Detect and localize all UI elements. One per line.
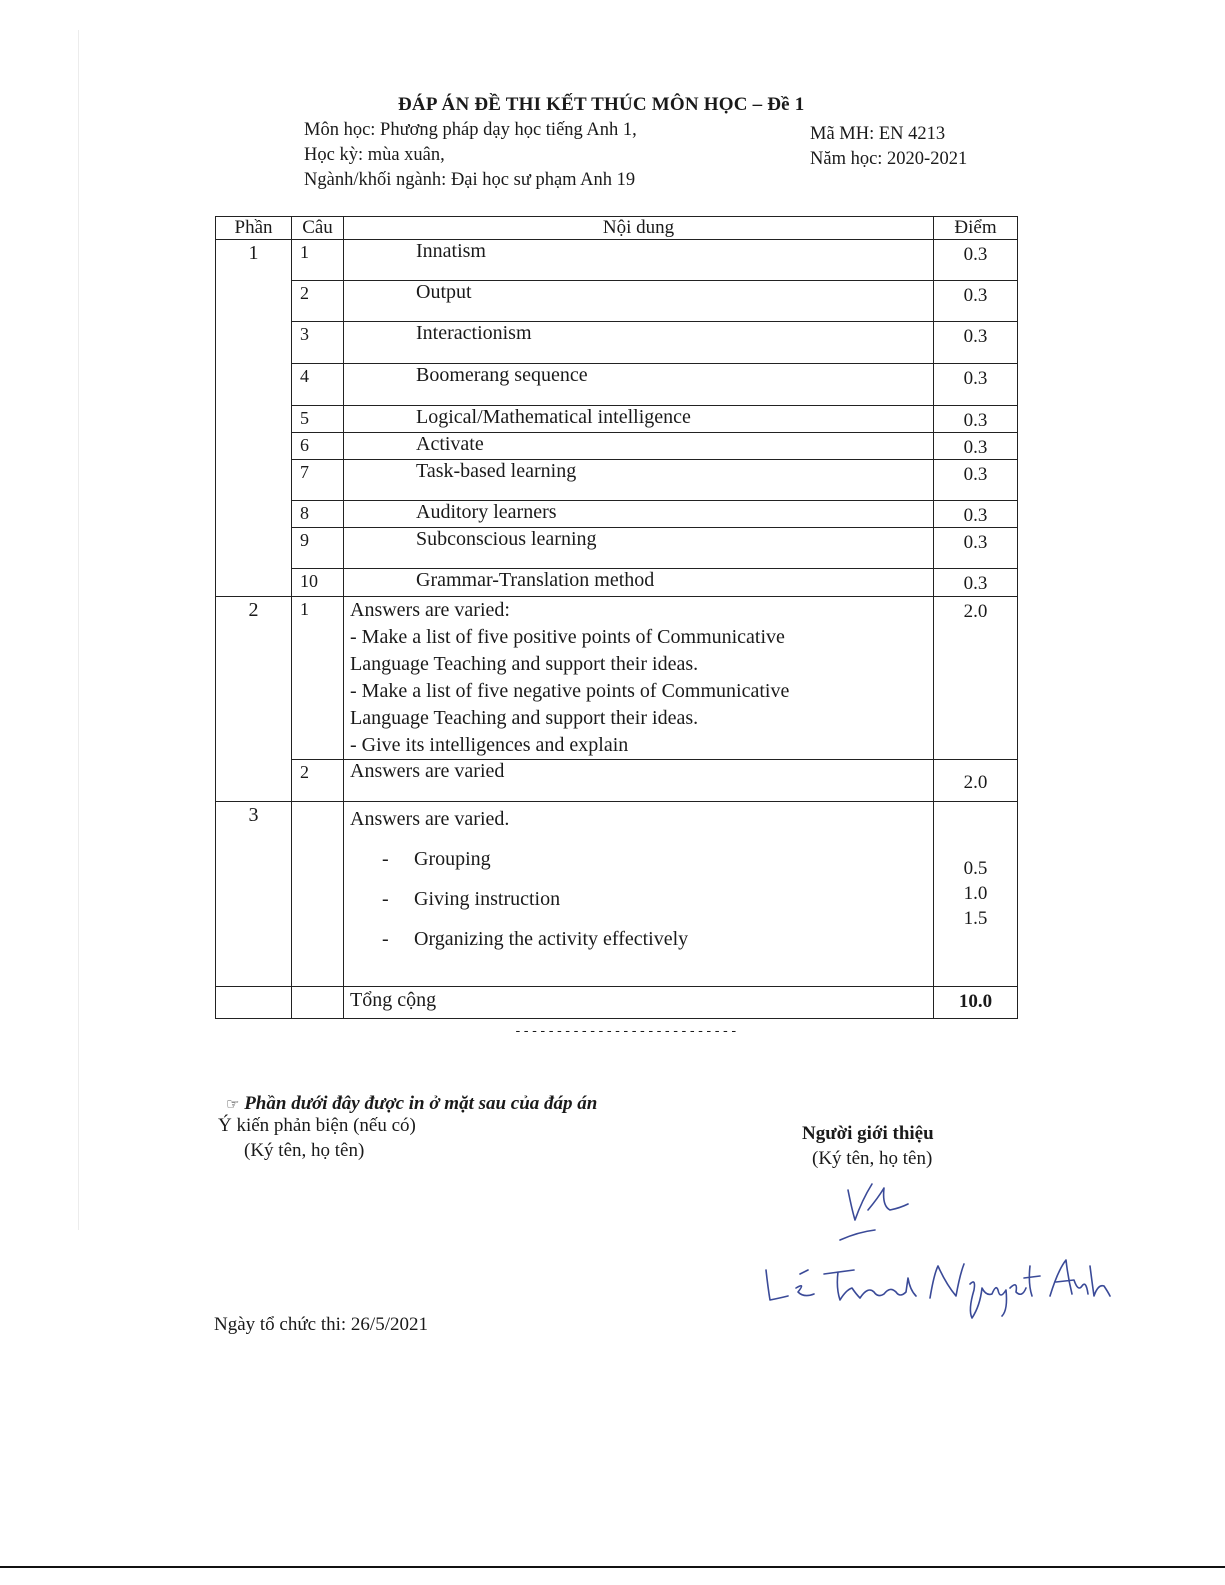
total-score: 10.0 bbox=[934, 987, 1018, 1019]
score-cell: 0.3 bbox=[934, 433, 1018, 460]
question-number: 6 bbox=[292, 433, 344, 460]
total-label: Tổng cộng bbox=[344, 987, 934, 1019]
answer-line: Language Teaching and support their ideas. bbox=[350, 707, 699, 729]
table-row bbox=[216, 406, 1018, 433]
score-cell: 0.3 bbox=[934, 569, 1018, 597]
part-label: 1 bbox=[216, 240, 292, 597]
list-item bbox=[350, 846, 933, 872]
answer-text bbox=[344, 597, 934, 760]
handwritten-signature bbox=[760, 1170, 1120, 1320]
answer-text: Output bbox=[344, 281, 934, 322]
score-value: 0.5 bbox=[963, 858, 988, 879]
answer-text bbox=[344, 802, 934, 987]
question-number: 8 bbox=[292, 501, 344, 528]
subject-line: Môn học: Phương pháp dạy học tiếng Anh 1, bbox=[304, 120, 637, 140]
answer-text: Interactionism bbox=[344, 322, 934, 364]
table-header-row bbox=[216, 217, 1018, 240]
question-number: 3 bbox=[292, 322, 344, 364]
dash-marker: - bbox=[382, 888, 389, 910]
answer-text: Activate bbox=[344, 433, 934, 460]
introducer-sign: (Ký tên, họ tên) bbox=[812, 1148, 933, 1169]
criteria-text: Giving instruction bbox=[414, 888, 561, 910]
answer-text: Logical/Mathematical intelligence bbox=[344, 406, 934, 433]
list-item bbox=[350, 926, 933, 952]
table-row bbox=[216, 322, 1018, 364]
signature-initials bbox=[848, 1184, 872, 1220]
table-row bbox=[216, 240, 1018, 281]
course-code: Mã MH: EN 4213 bbox=[810, 124, 946, 144]
score-cell: 0.3 bbox=[934, 364, 1018, 406]
introducer-label: Người giới thiệu bbox=[802, 1123, 934, 1144]
score-cell: 0.3 bbox=[934, 460, 1018, 501]
list-item bbox=[350, 886, 933, 912]
part-label: 3 bbox=[216, 802, 292, 987]
answer-text: Auditory learners bbox=[344, 501, 934, 528]
page-bottom-rule bbox=[0, 1566, 1225, 1568]
semester-line: Học kỳ: mùa xuân, bbox=[304, 145, 445, 165]
question-number: 2 bbox=[292, 760, 344, 802]
answer-text: Grammar-Translation method bbox=[344, 569, 934, 597]
page-edge bbox=[78, 30, 79, 1230]
table-row bbox=[216, 460, 1018, 501]
school-year: Năm học: 2020-2021 bbox=[810, 149, 968, 169]
pointing-hand-icon: ☞ bbox=[226, 1097, 240, 1113]
header-part: Phần bbox=[216, 217, 292, 240]
score-cell: 0.3 bbox=[934, 322, 1018, 364]
table-row bbox=[216, 281, 1018, 322]
question-number: 4 bbox=[292, 364, 344, 406]
answer-line: - Make a list of five negative points of Communicative bbox=[350, 680, 790, 702]
score-cell: 0.3 bbox=[934, 501, 1018, 528]
header-question: Câu bbox=[292, 217, 344, 240]
reviewer-label: Ý kiến phản biện (nếu có) bbox=[218, 1115, 416, 1136]
question-number: 5 bbox=[292, 406, 344, 433]
dash-marker: - bbox=[382, 848, 389, 870]
score-cell: 0.3 bbox=[934, 240, 1018, 281]
question-number: 2 bbox=[292, 281, 344, 322]
back-note bbox=[226, 1093, 597, 1115]
table-row bbox=[216, 802, 1018, 987]
table-row bbox=[216, 760, 1018, 802]
answer-text: Task-based learning bbox=[344, 460, 934, 501]
dash-marker: - bbox=[382, 928, 389, 950]
answer-text: Subconscious learning bbox=[344, 528, 934, 569]
header-score: Điểm bbox=[934, 217, 1018, 240]
question-number: 1 bbox=[292, 597, 344, 760]
answer-line: Answers are varied: bbox=[350, 599, 510, 621]
score-cell: 0.3 bbox=[934, 406, 1018, 433]
score-cell: 0.3 bbox=[934, 281, 1018, 322]
back-note-text: Phần dưới đây được in ở mặt sau của đáp án bbox=[244, 1093, 598, 1114]
answer-line: - Make a list of five positive points of Communicative bbox=[350, 626, 785, 648]
criteria-text: Grouping bbox=[414, 848, 491, 870]
question-number: 9 bbox=[292, 528, 344, 569]
total-row bbox=[216, 987, 1018, 1019]
answer-line: Language Teaching and support their ideas. bbox=[350, 653, 699, 675]
table-row bbox=[216, 433, 1018, 460]
table-row bbox=[216, 364, 1018, 406]
answer-table bbox=[215, 216, 1018, 1019]
criteria-list bbox=[350, 846, 933, 952]
score-cell: 0.3 bbox=[934, 528, 1018, 569]
signature-name bbox=[766, 1270, 788, 1300]
exam-date: Ngày tổ chức thi: 26/5/2021 bbox=[214, 1314, 428, 1335]
part-label: 2 bbox=[216, 597, 292, 802]
answer-text: Innatism bbox=[344, 240, 934, 281]
question-number: 7 bbox=[292, 460, 344, 501]
criteria-text: Organizing the activity effectively bbox=[414, 928, 689, 950]
question-number: 1 bbox=[292, 240, 344, 281]
score-cell: 2.0 bbox=[934, 597, 1018, 760]
table-row bbox=[216, 597, 1018, 760]
table-row bbox=[216, 569, 1018, 597]
question-number bbox=[292, 802, 344, 987]
question-number: 10 bbox=[292, 569, 344, 597]
table-row bbox=[216, 528, 1018, 569]
table-row bbox=[216, 501, 1018, 528]
document-title: ĐÁP ÁN ĐỀ THI KẾT THÚC MÔN HỌC – Đề 1 bbox=[398, 94, 805, 115]
major-line: Ngành/khối ngành: Đại học sư phạm Anh 19 bbox=[304, 170, 636, 190]
answer-line: - Give its intelligences and explain bbox=[350, 734, 629, 756]
answer-intro: Answers are varied. bbox=[350, 808, 510, 830]
score-cell bbox=[934, 802, 1018, 987]
reviewer-sign: (Ký tên, họ tên) bbox=[244, 1140, 365, 1161]
score-cell: 2.0 bbox=[934, 760, 1018, 802]
header-content: Nội dung bbox=[344, 217, 934, 240]
answer-text: Boomerang sequence bbox=[344, 364, 934, 406]
score-value: 1.5 bbox=[963, 908, 988, 929]
separator-line: --------------------------- bbox=[514, 1024, 739, 1039]
score-value: 1.0 bbox=[963, 883, 988, 904]
answer-text: Answers are varied bbox=[344, 760, 934, 802]
